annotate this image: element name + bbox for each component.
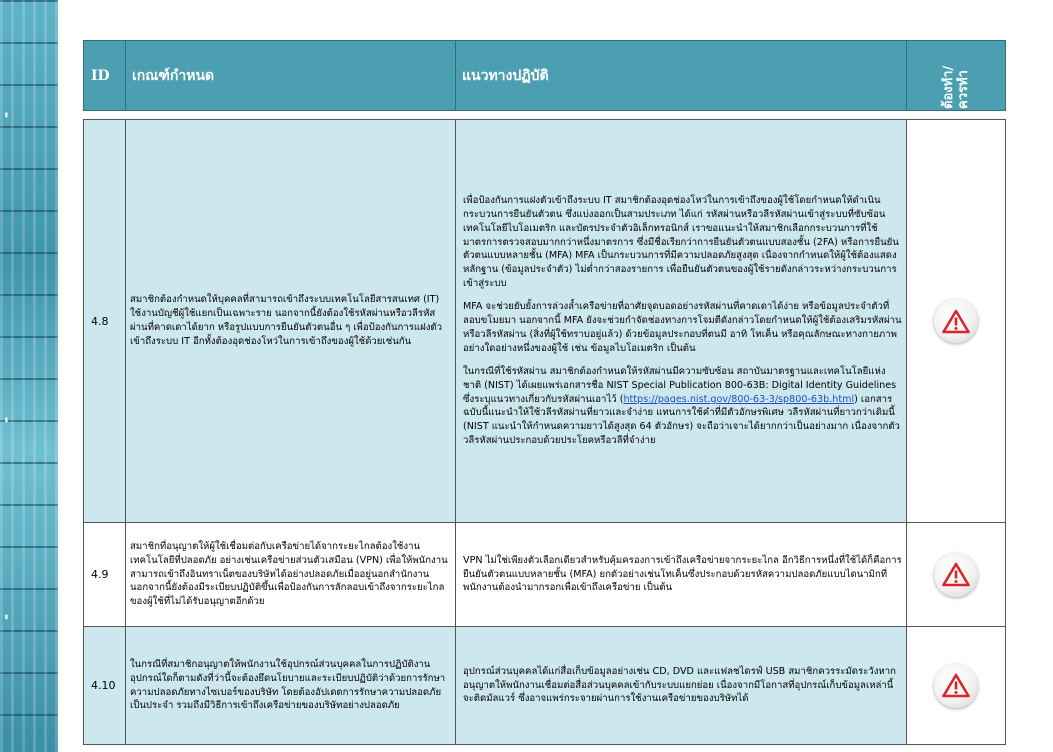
header-criteria: เกณฑ์กำหนด <box>126 41 456 110</box>
header-must-label: ต้องทำ/ควรทำ <box>941 65 971 109</box>
strip-mark: ▮ <box>4 612 9 621</box>
strip-mark: ▮ <box>4 415 9 424</box>
row-id: 4.9 <box>84 523 126 626</box>
header-guideline: แนวทางปฏิบัติ <box>456 41 907 110</box>
guideline-text: ในกรณีที่ใช้รหัสผ่าน สมาชิกต้องกำหนดให้รหัสผ่านมีความซับซ้อน สถาบันมาตรฐานและเทคโนโลยีแห่งชาติ (NIST) ได้เผยแพร่เอกสารชื่อ NIST Special Publication 800-63B: Digital Identity Guidelines ซึ่งระบุแนวทางเกี่ยวกับรหัสผ่านเอาไว้ ( <box>463 365 897 405</box>
table-row <box>84 120 1005 523</box>
row-must-cell <box>907 120 1005 522</box>
warning-icon <box>934 299 978 343</box>
table-row <box>84 523 1005 627</box>
row-guideline <box>456 120 907 522</box>
table-row <box>84 627 1005 744</box>
row-guideline: อุปกรณ์ส่วนบุคคลได้แก่สื่อเก็บข้อมูลอย่างเช่น CD, DVD และแฟลชไดรฟ์ USB สมาชิกควรระมัดระวังหากอนุญาตให้พนักงานเชื่อมต่อสื่อส่วนบุคคลเข้ากับระบบแยกย่อย เนื่องจากมีโอกาสที่อุปกรณ์เก็บข้อมูลเหล่านี้จะติดมัลแวร์ ซึ่งอาจแพร่กระจายผ่านการใช้งานเครือข่ายของบริษัทได้ <box>456 627 907 744</box>
row-criteria: สมาชิกต้องกำหนดให้บุคคลที่สามารถเข้าถึงระบบเทคโนโลยีสารสนเทศ (IT) ใช้งานบัญชีผู้ใช้แยกเป็นเฉพาะราย นอกจากนี้ยังต้องใช้รหัสผ่านหรือวลีรหัสผ่านที่คาดเดาได้ยาก หรือรูปแบบการยืนยันตัวตนอื่น ๆ เพื่อป้องกันการแฝงตัวเข้าถึงระบบ IT อีกทั้งต้องอุดช่องโหว่ในการเข้าถึงของผู้ใช้ด้วยเช่นกัน <box>126 120 456 522</box>
requirements-table <box>83 119 1006 745</box>
row-must-cell <box>907 627 1005 744</box>
guideline-paragraph: เพื่อป้องกันการแฝงตัวเข้าถึงระบบ IT สมาชิกต้องอุดช่องโหว่ในการเข้าถึงของผู้ใช้โดยกำหนดให้ดำเนินกระบวนการยืนยันตัวตน ซึ่งแบ่งออกเป็นสามประเภท ได้แก่ รหัสผ่านหรือวลีรหัสผ่านเข้าสู่ระบบที่ซับซ้อน เทคโนโลยีไบโอเมตริก และบัตรประจำตัวอิเล็กทรอนิกส์ เราขอแนะนำให้สมาชิกเลือกกระบวนการที่ใช้มาตรการตรวจสอบมากกว่าหนึ่งมาตรการ ซึ่งมีชื่อเรียกว่าการยืนยันตัวตนแบบสองชั้น (2FA) หรือการยืนยันตัวตนแบบหลายชั้น (MFA) MFA เป็นกระบวนการที่มีความปลอดภัยสูงสุด เนื่องจากกำหนดให้ผู้ใช้ต้องแสดงหลักฐาน (ข้อมูลประจำตัว) ไม่ต่ำกว่าสองรายการ เพื่อยืนยันตัวตนของผู้ใช้รายดังกล่าวระหว่างกระบวนการเข้าสู่ระบบ <box>463 194 899 290</box>
header-must-should <box>907 41 1005 110</box>
row-must-cell <box>907 523 1005 626</box>
strip-mark: ▮ <box>4 110 9 119</box>
decorative-side-strip <box>0 0 58 752</box>
table-header <box>83 40 1006 111</box>
guideline-paragraph: MFA จะช่วยยับยั้งการล่วงล้ำเครือข่ายที่อาศัยจุดบอดอย่างรหัสผ่านที่คาดเดาได้ง่าย หรือข้อมูลประจำตัวที่ลอบขโมยมา นอกจากนี้ MFA ยังจะช่วยกำจัดช่องทางการโจมตีดังกล่าวโดยกำหนดให้ผู้ใช้ต้องเสริมรหัสผ่านหรือวลีรหัสผ่าน (สิ่งที่ผู้ใช้ทราบอยู่แล้ว) ด้วยข้อมูลประกอบที่ตนมี อาทิ โทเค็น หรือคุณลักษณะทางกายภาพอย่างใดอย่างหนึ่งของผู้ใช้ เช่น ข้อมูลไบโอเมตริก เป็นต้น <box>463 301 902 354</box>
nist-link[interactable]: https://pages.nist.gov/800-63-3/sp800-63b.html <box>623 393 855 405</box>
row-criteria: สมาชิกที่อนุญาตให้ผู้ใช้เชื่อมต่อกับเครือข่ายได้จากระยะไกลต้องใช้งานเทคโนโลยีที่ปลอดภัย อย่างเช่นเครือข่ายส่วนตัวเสมือน (VPN) เพื่อให้พนักงานสามารถเข้าถึงอินทราเน็ตของบริษัทได้อย่างปลอดภัยเมื่ออยู่นอกสำนักงาน นอกจากนี้ยังต้องมีระเบียบปฏิบัติขึ้นเพื่อป้องกันการลักลอบเข้าถึงจากระยะไกลของผู้ใช้ที่ไม่ได้รับอนุญาตอีกด้วย <box>126 523 456 626</box>
header-id: ID <box>84 41 126 110</box>
row-id: 4.8 <box>84 120 126 522</box>
row-id: 4.10 <box>84 627 126 744</box>
guideline-text: ) เอกสารฉบับนี้แนะนำให้ใช้วลีรหัสผ่านที่ยาวและจำง่าย แทนการใช้คำที่มีตัวอักษรพิเศษ วลีรหัสผ่านที่ยาวกว่าเดิมนี้ (NIST แนะนำให้กำหนดความยาวได้สูงสุด 64 ตัวอักษร) จะถือว่าเจาะได้ยากกว่าเป็นอย่างมาก เนื่องจากตัววลีรหัสผ่านประกอบด้วยประโยคหรือวลีที่จำง่าย <box>463 393 900 447</box>
row-criteria: ในกรณีที่สมาชิกอนุญาตให้พนักงานใช้อุปกรณ์ส่วนบุคคลในการปฏิบัติงาน อุปกรณ์ใดก็ตามดังที่ว่านี้จะต้องยึดนโยบายและระเบียบปฏิบัติว่าด้วยการรักษาความปลอดภัยทางไซเบอร์ของบริษัท โดยต้องอัปเดตการรักษาความปลอดภัยเป็นประจำ รวมถึงมีวิธีการเข้าถึงเครือข่ายของบริษัทอย่างปลอดภัย <box>126 627 456 744</box>
row-guideline: VPN ไม่ใช่เพียงตัวเลือกเดียวสำหรับคุ้มครองการเข้าถึงเครือข่ายจากระยะไกล อีกวิธีการหนึ่งที่ใช้ได้ก็คือการยืนยันตัวตนแบบหลายชั้น (MFA) ยกตัวอย่างเช่นโทเค็นซึ่งประกอบด้วยรหัสความปลอดภัยแบบไดนามิกที่พนักงานต้องนำมากรอกเพื่อเข้าถึงเครือข่าย เป็นต้น <box>456 523 907 626</box>
warning-icon <box>934 553 978 597</box>
warning-icon <box>934 664 978 708</box>
guideline-paragraph <box>463 365 902 448</box>
